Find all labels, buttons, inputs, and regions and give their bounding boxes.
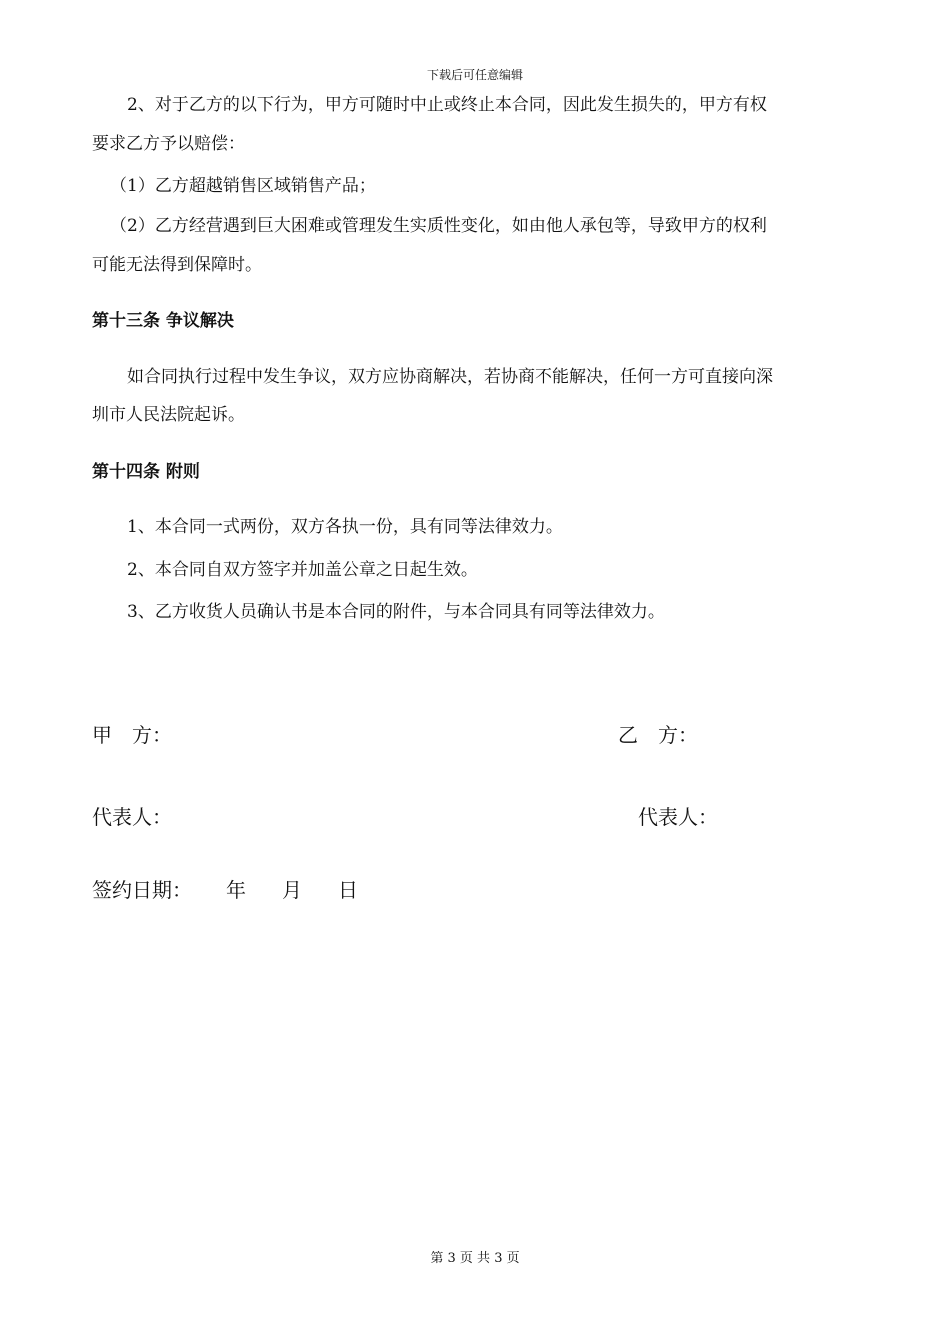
signature-date-year: 年 bbox=[226, 878, 246, 902]
signature-party-b: 乙 方： bbox=[618, 723, 698, 747]
clause13-title: 第十三条 争议解决 bbox=[92, 311, 234, 331]
clause12-item2-line2: 要求乙方予以赔偿： bbox=[92, 134, 245, 154]
signature-date-month: 月 bbox=[282, 878, 302, 902]
signature-rep-a: 代表人： bbox=[92, 805, 172, 829]
clause13-body-line1: 如合同执行过程中发生争议，双方应协商解决，若协商不能解决，任何一方可直接向深 bbox=[127, 367, 773, 387]
header-note: 下载后可任意编辑 bbox=[426, 68, 523, 82]
clause14-title: 第十四条 附则 bbox=[92, 462, 200, 482]
signature-party-a: 甲 方： bbox=[92, 723, 172, 747]
clause14-item3: 3、乙方收货人员确认书是本合同的附件，与本合同具有同等法律效力。 bbox=[127, 602, 665, 622]
signature-date-day: 日 bbox=[338, 878, 358, 902]
clause12-sub1: （1）乙方超越销售区域销售产品； bbox=[110, 176, 376, 196]
clause12-sub2-line1: （2）乙方经营遇到巨大困难或管理发生实质性变化，如由他人承包等，导致甲方的权利 bbox=[110, 216, 767, 236]
page-number: 第 3 页 共 3 页 bbox=[430, 1251, 520, 1266]
clause14-item1: 1、本合同一式两份，双方各执一份，具有同等法律效力。 bbox=[127, 517, 563, 537]
clause12-item2-line1: 2、对于乙方的以下行为，甲方可随时中止或终止本合同，因此发生损失的，甲方有权 bbox=[127, 95, 767, 115]
clause12-sub2-line2: 可能无法得到保障时。 bbox=[92, 255, 262, 275]
signature-rep-b: 代表人： bbox=[638, 805, 718, 829]
clause14-item2: 2、本合同自双方签字并加盖公章之日起生效。 bbox=[127, 560, 478, 580]
clause13-body-line2: 圳市人民法院起诉。 bbox=[92, 405, 245, 425]
signature-date-label: 签约日期： bbox=[92, 878, 192, 902]
